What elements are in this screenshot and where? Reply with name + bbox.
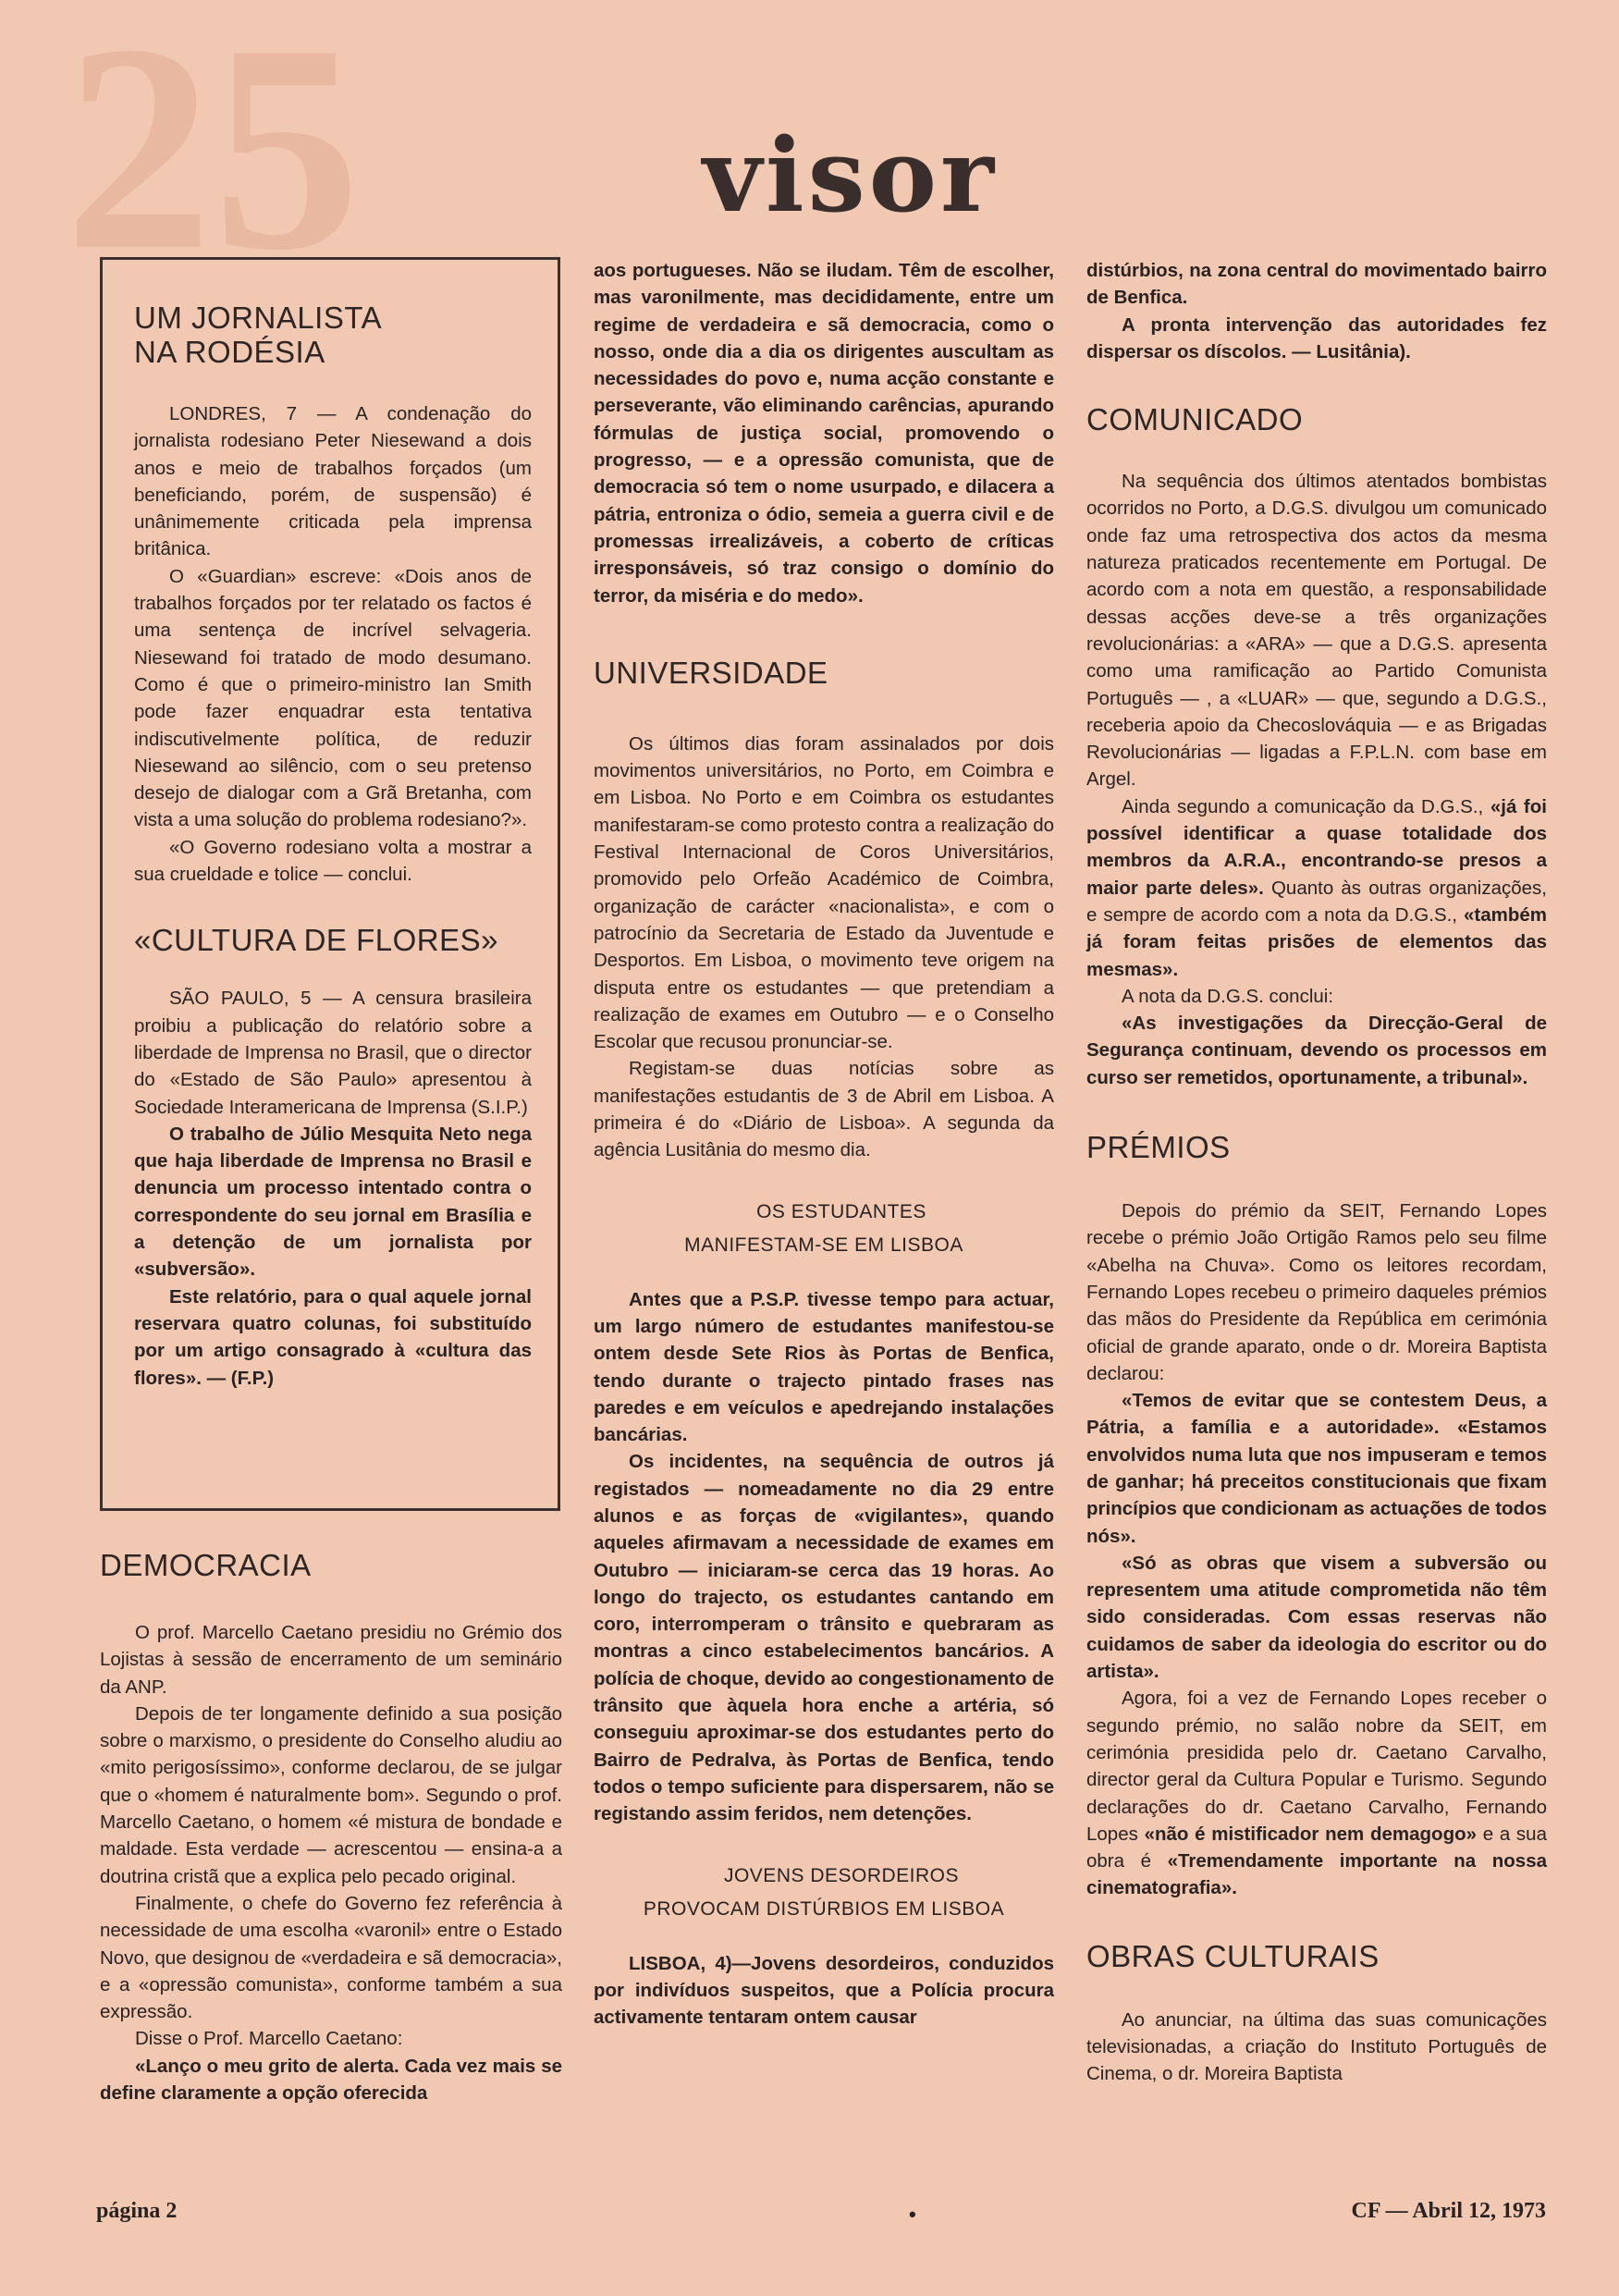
headline-premios: PRÉMIOS [1086, 1130, 1231, 1165]
paragraph: Depois de ter longamente definido a sua posição sobre o marxismo, o presidente do Conselho aludiu ao «mito perigosíssimo», conforme declarou, de se julgar que o «homem é naturalmente bom». Segundo o prof. Marcello Caetano, o homem «é mistura de bondade e maldade. Esta verdade — acrescentou — ensina-a a doutrina cristã que a explica pelo pecado original. [100, 1702, 562, 1887]
paragraph: aos portugueses. Não se iludam. Têm de escolher, mas varonilmente, mas decididamente, entre um regime de verdadeira e sã democracia, como o nosso, onde dia a dia os dirigentes auscultam as necessidades do povo e, numa acção constante e perseverante, vão eliminando carências, apurando fórmulas de justiça social, promovendo o progresso, — e a opressão comunista, que de democracia só tem o nome usurpado, e dilacera a pátria, entroniza o ódio, semeia a guerra civil e de promessas irrealizáveis, a coberto de críticas irresponsáveis, só traz consigo o domínio do terror, da miséria e do medo». [594, 260, 1054, 607]
background-watermark-number: 25 [65, 0, 361, 312]
paragraph: A pronta intervenção das autoridades fez dispersar os díscolos. — Lusitânia). [1086, 313, 1547, 362]
paragraph: Os incidentes, na sequência de outros já registados — nomeadamente no dia 29 entre alunos e as forças de «vigilantes», quando aqueles afirmavam a necessidade de exames em Outubro — iniciaram-se cerca das 19 horas. Ao longo do trajecto, os estudantes cantando em coro, interromperam o trânsito e quebraram as montras a cinco estabelecimentos bancários. A polícia de choque, devido ao congestionamento de trânsito que àquela hora enche a artéria, só conseguiu aproximar-se dos estudantes perto do Bairro de Pedralva, às Portas de Benfica, tendo todos o tempo suficiente para dispersarem, não se registando assim feridos, nem detenções. [594, 1451, 1054, 1825]
footer-mark: • [909, 2203, 916, 2226]
paragraph: Registam-se duas notícias sobre as manifestações estudantis de 3 de Abril em Lisboa. A primeira é do «Diário de Lisboa». A segunda da agência Lusitânia do mesmo dia. [594, 1058, 1054, 1161]
right-column [1086, 257, 1547, 2088]
subheading-estudantes: OS ESTUDANTES MANIFESTAM-SE EM LISBOA [684, 1200, 963, 1256]
paragraph: «O Governo rodesiano volta a mostrar a sua crueldade e tolice — conclui. [134, 836, 532, 886]
paragraph: SÃO PAULO, 5 — A censura brasileira proibiu a publicação do relatório sobre a liberdade de Imprensa no Brasil, que o director do «Estado de São Paulo» apresentou à Sociedade Interamericana de Imprensa (S.I.P.) [134, 988, 532, 1118]
paragraph: Ainda segundo a comunicação da D.G.S., «já foi possível identificar a quase totalidade dos membros da A.R.A., encontrando-se presos a maior parte deles». Quanto às outras organizações, e sempre de acordo com a nota da D.G.S., «também já foram feitas prisões de elementos das mesmas». [1086, 795, 1547, 980]
issue-date: CF — Abril 12, 1973 [1351, 2199, 1546, 2223]
paragraph: Os últimos dias foram assinalados por dois movimentos universitários, no Porto, em Coimbra e em Lisboa. No Porto e em Coimbra os estudantes manifestaram-se como protesto contra a realização do Festival Internacional de Coros Universitários, promovido pelo Orfeão Académico de Coimbra, organização de carácter «nacionalista», e com o patrocínio da Secretaria de Estado da Juventude e Desportos. Em Lisboa, o movimento teve origem na disputa entre os estudantes — que pretendiam a realização de exames em Outubro — e o Conselho Escolar que recusou pronunciar-se. [594, 732, 1054, 1053]
paragraph: LONDRES, 7 — A condenação do jornalista rodesiano Peter Niesewand a dois anos e meio de trabalhos forçados (um beneficiando, porém, de suspensão) é unânimemente criticada pela imprensa britânica. [134, 403, 532, 560]
paragraph: LISBOA, 4)—Jovens desordeiros, conduzidos por indivíduos suspeitos, que a Polícia procura activamente tentaram ontem causar [594, 1952, 1054, 2029]
paragraph: Disse o Prof. Marcello Caetano: [135, 2028, 403, 2050]
paragraph: Na sequência dos últimos atentados bombistas ocorridos no Porto, a D.G.S. divulgou um comunicado onde faz uma retrospectiva dos actos da mesma natureza praticados recentemente em Portugal. De acordo com a nota em questão, a responsabilidade dessas acções deve-se a três organizações revolucionárias: a «ARA» — que a D.G.S. apresenta como uma ramificação ao Partido Comunista Português — , a «LUAR» — que, segundo a D.G.S., receberia apoio da Checoslováquia — e as Brigadas Revolucionárias — ligadas a F.P.L.N. com base em Argel. [1086, 471, 1547, 791]
paragraph: Ao anunciar, na última das suas comunicações televisionadas, a criação do Instituto Português de Cinema, o dr. Moreira Baptista [1086, 2008, 1547, 2085]
paragraph: «As investigações da Direcção-Geral de Segurança continuam, devendo os processos em curso ser remetidos, oportunamente, a tribunal». [1086, 1013, 1547, 1088]
subheading-jovens-desordeiros: JOVENS DESORDEIROS PROVOCAM DISTÚRBIOS EM LISBOA [643, 1864, 1005, 1920]
article-democracia [100, 1548, 562, 2106]
boxed-articles [100, 257, 560, 1511]
paragraph: Finalmente, o chefe do Governo fez referência à necessidade de uma escolha «varonil» entre o Estado Novo, que designou de «verdadeira e sã democracia», e a «opressão comunista», conforme também a sua expressão. [100, 1892, 562, 2023]
headline-universidade: UNIVERSIDADE [594, 655, 828, 690]
headline-rodesia: UM JORNALISTA NA RODÉSIA [134, 301, 383, 369]
paragraph: Depois do prémio da SEIT, Fernando Lopes recebe o prémio João Ortigão Ramos pelo seu filme «Abelha na Chuva». Como os leitores recordam, Fernando Lopes recebeu o primeiro daqueles prémios das mãos do Presidente da República em cerimónia oficial de grande aparato, onde o dr. Moreira Baptista declarou: [1086, 1200, 1547, 1384]
paragraph: «Só as obras que visem a subversão ou representem uma atitude comprometida não têm sido consideradas. Com essas reservas não cuidamos de saber da ideologia do escritor ou do artista». [1086, 1552, 1547, 1683]
paragraph: O trabalho de Júlio Mesquita Neto nega que haja liberdade de Imprensa no Brasil e denuncia um processo intentado contra o correspondente do seu jornal em Brasília e a detenção de um jornalista por «subversão». [134, 1123, 532, 1281]
paragraph: Agora, foi a vez de Fernando Lopes receber o segundo prémio, no salão nobre da SEIT, em cerimónia presidida pelo dr. Caetano Carvalho, director geral da Cultura Popular e Turismo. Segundo declarações do dr. Caetano Carvalho, Fernando Lopes «não é mistificador nem demagogo» e a sua obra é «Tremendamente importante na nossa cinematografia». [1086, 1688, 1547, 1899]
middle-column [594, 257, 1054, 2031]
headline-comunicado: COMUNICADO [1086, 402, 1304, 437]
paragraph: Este relatório, para o qual aquele jornal reservara quatro colunas, foi substituído por um artigo consagrado à «cultura das flores». — (F.P.) [134, 1285, 532, 1389]
headline-obras-culturais: OBRAS CULTURAIS [1086, 1938, 1380, 1973]
paragraph: «Lanço o meu grito de alerta. Cada vez mais se define claramente a opção oferecida [100, 2055, 562, 2105]
paragraph: O «Guardian» escreve: «Dois anos de trabalhos forçados por ter relatado os factos é uma sentença de incrível selvageria. Niesewand foi tratado de modo desumano. Como é que o primeiro-ministro Ian Smith pode fazer enquadrar esta tentativa indiscutivelmente política, de reduzir Niesewand ao silêncio, com o seu pretenso desejo de dialogar com a Grã Bretanha, com vista a uma solução do problema rodesiano?». [134, 565, 532, 831]
paragraph: distúrbios, na zona central do movimentado bairro de Benfica. [1086, 260, 1547, 309]
paragraph: A nota da D.G.S. conclui: [1122, 985, 1334, 1007]
paragraph: «Temos de evitar que se contestem Deus, a Pátria, a família e a autoridade». «Estamos envolvidos numa luta que nos impuseram e temos de ganhar; há preceitos constitucionais que fixam princípios que condicionam as actuações de todos nós». [1086, 1390, 1547, 1547]
paragraph: Antes que a P.S.P. tivesse tempo para actuar, um largo número de estudantes manifestou-se ontem desde Sete Rios às Portas de Benfica, tendo durante o trajecto pintado frases nas paredes e em veículos e apedrejando instalações bancárias. [594, 1288, 1054, 1446]
headline-democracia: DEMOCRACIA [100, 1548, 312, 1582]
page-number: página 2 [96, 2199, 178, 2223]
headline-cultura-de-flores: «CULTURA DE FLORES» [134, 923, 498, 958]
masthead-title: visor [703, 116, 998, 235]
paragraph: O prof. Marcello Caetano presidiu no Grémio dos Lojistas à sessão de encerramento de um seminário da ANP. [100, 1622, 562, 1698]
